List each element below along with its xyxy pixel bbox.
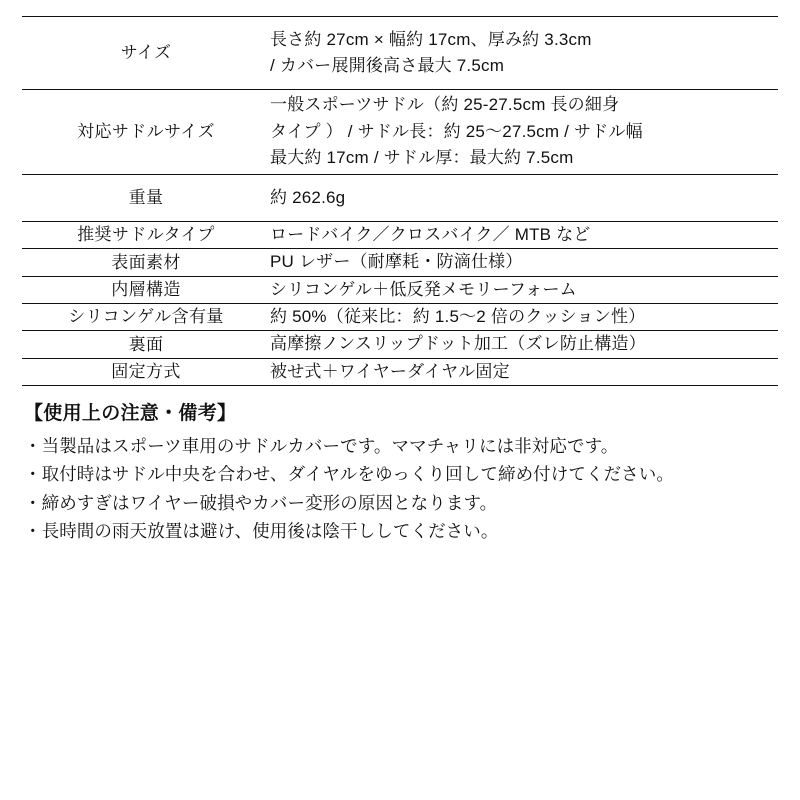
spec-value-line: タイプ ） / サドル長：約 25〜27.5cm / サドル幅: [270, 121, 643, 141]
list-item: ・締めすぎはワイヤー破損やカバー変形の原因となります。: [24, 492, 498, 513]
list-item: ・取付時はサドル中央を合わせ、ダイヤルをゆっくり回して締め付けてください。: [24, 464, 674, 485]
spec-label: 対応サドルサイズ: [77, 122, 215, 142]
spec-label: シリコンゲル含有量: [68, 307, 224, 327]
specification-table: [22, 16, 778, 386]
spec-label: 内層構造: [111, 280, 181, 300]
table-row: [22, 249, 778, 276]
spec-label: サイズ: [120, 43, 172, 63]
spec-value-line: 約 50%（従来比：約 1.5〜2 倍のクッション性）: [270, 307, 646, 327]
spec-value: [270, 304, 778, 331]
spec-value: [270, 276, 778, 303]
table-row: [22, 222, 778, 249]
spec-value: [270, 90, 778, 175]
spec-label: 重量: [128, 188, 164, 208]
table-row: [22, 304, 778, 331]
spec-label: 固定方式: [111, 362, 181, 382]
spec-value-line: PU レザー（耐摩耗・防滴仕様）: [270, 252, 523, 272]
spec-value: [270, 331, 778, 358]
spec-value-line: 高摩擦ノンスリップドット加工（ズレ防止構造）: [270, 334, 646, 354]
spec-value: [270, 222, 778, 249]
spec-value-line: 長さ約 27cm × 幅約 17cm、厚み約 3.3cm: [270, 29, 592, 49]
notes-section: [22, 398, 778, 545]
spec-value-line: 被せ式＋ワイヤーダイヤル固定: [270, 361, 510, 381]
spec-value-line: 最大約 17cm / サドル厚：最大約 7.5cm: [270, 148, 574, 168]
table-row: [22, 331, 778, 358]
notes-list: [24, 432, 778, 545]
list-item: ・当製品はスポーツ車用のサドルカバーです。ママチャリには非対応です。: [24, 436, 619, 457]
spec-value: [270, 249, 778, 276]
list-item: ・長時間の雨天放置は避け、使用後は陰干ししてください。: [24, 521, 499, 542]
spec-value-line: シリコンゲル＋低反発メモリーフォーム: [270, 279, 577, 299]
specification-table-body: [22, 17, 778, 386]
notes-title: 【使用上の注意・備考】: [24, 403, 237, 425]
spec-value-line: 一般スポーツサドル（約 25-27.5cm 長の細身: [270, 95, 620, 115]
table-row: [22, 358, 778, 385]
spec-value: [270, 17, 778, 90]
spec-value: [270, 175, 778, 222]
spec-value-line: ロードバイク／クロスバイク／ MTB など: [270, 225, 591, 244]
table-row: [22, 276, 778, 303]
spec-label: 推奨サドルタイプ: [77, 225, 215, 245]
table-row: [22, 90, 778, 175]
spec-label: 表面素材: [111, 252, 181, 272]
table-row: [22, 17, 778, 90]
spec-label: 裏面: [128, 334, 164, 354]
spec-value-line: / カバー展開後高さ最大 7.5cm: [270, 56, 505, 75]
spec-value-line: 約 262.6g: [270, 187, 346, 207]
table-row: [22, 175, 778, 222]
spec-value: [270, 358, 778, 385]
